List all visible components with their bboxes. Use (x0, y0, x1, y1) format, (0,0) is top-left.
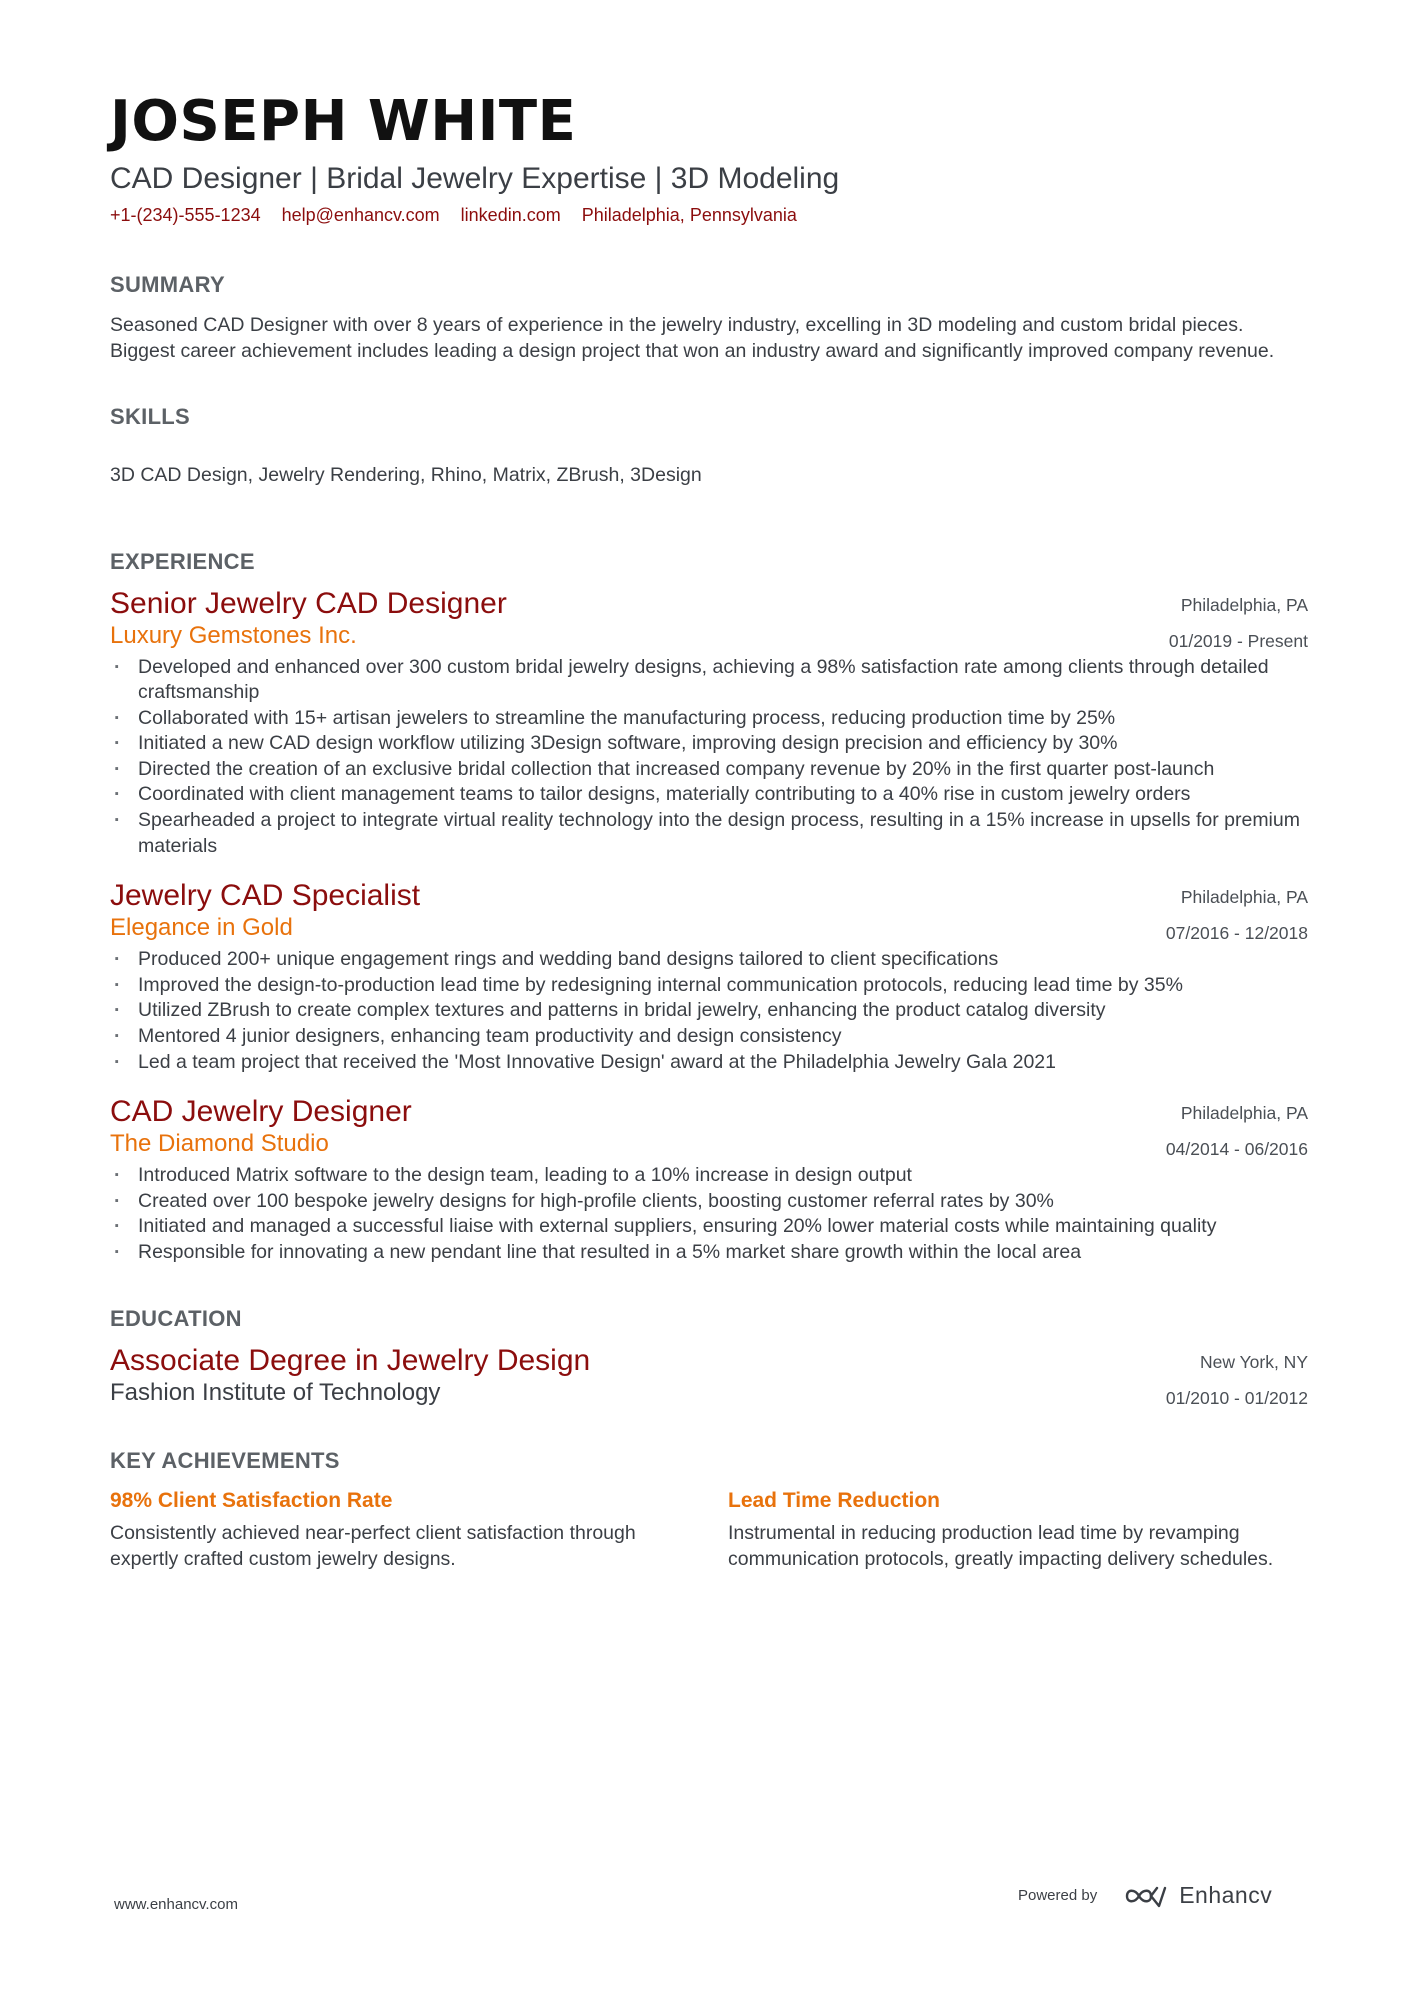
job-bullet: · Initiated and managed a successful liaise with external suppliers, ensuring 20% lower material costs while maintaining quality (110, 1214, 1308, 1240)
section-title-skills: SKILLS (110, 403, 191, 429)
achievements-grid (110, 1486, 1308, 1572)
job-location: Philadelphia, PA (1180, 887, 1308, 908)
job-dates: 04/2014 - 06/2016 (1165, 1139, 1308, 1160)
section-title-education: EDUCATION (110, 1305, 242, 1331)
job-bullet: · Led a team project that received the 'Most Innovative Design' award at the Philadelphia Jewelry Gala 2021 (110, 1050, 1308, 1076)
footer-branding (1018, 1882, 1272, 1909)
contact-linkedin[interactable]: linkedin.com (460, 204, 561, 225)
achievement-desc: Consistently achieved near-perfect client satisfaction through expertly crafted custom jewelry designs. (110, 1521, 636, 1570)
experience-section (110, 549, 1308, 1266)
brand-name: Enhancv (1179, 1882, 1273, 1908)
job-bullet: · Responsible for innovating a new pendant line that resulted in a 5% market share growth within the local area (110, 1240, 1308, 1266)
job-entry (110, 1095, 1308, 1265)
job-meta (1166, 1095, 1308, 1167)
job-bullet: · Introduced Matrix software to the design team, leading to a 10% increase in design output (110, 1163, 1308, 1189)
section-title-summary: SUMMARY (110, 271, 225, 297)
achievement-title: Lead Time Reduction (728, 1488, 940, 1512)
section-title-achievements: KEY ACHIEVEMENTS (110, 1447, 340, 1473)
job-bullets (110, 1163, 1308, 1265)
job-dates: 07/2016 - 12/2018 (1165, 923, 1308, 944)
job-dates: 01/2019 - Present (1168, 630, 1308, 651)
job-entry (110, 879, 1308, 1075)
job-location: Philadelphia, PA (1180, 1103, 1308, 1124)
contact-location: Philadelphia, Pennsylvania (581, 204, 797, 225)
job-title: CAD Jewelry Designer (110, 1095, 412, 1129)
contact-email[interactable]: help@enhancv.com (281, 204, 440, 225)
job-bullet: · Produced 200+ unique engagement rings and wedding band designs tailored to client specifications (110, 947, 1308, 973)
resume-header (110, 89, 1308, 226)
job-title: Senior Jewelry CAD Designer (110, 586, 507, 620)
job-entry (110, 587, 1308, 860)
skills-text: 3D CAD Design, Jewelry Rendering, Rhino, Matrix, ZBrush, 3Design (110, 463, 702, 486)
achievement-item (728, 1486, 1308, 1572)
job-company: Luxury Gemstones Inc. (110, 621, 357, 649)
summary-section (110, 272, 1308, 364)
education-section (110, 1306, 1308, 1408)
candidate-name: JOSEPH WHITE (110, 89, 577, 154)
job-bullet: · Directed the creation of an exclusive bridal collection that increased company revenue by 20% in the first quarter post-launch (110, 757, 1308, 783)
job-bullet: · Initiated a new CAD design workflow utilizing 3Design software, improving design precision and efficiency by 30% (110, 731, 1308, 757)
achievement-item (110, 1486, 660, 1572)
job-bullet: · Developed and enhanced over 300 custom bridal jewelry designs, achieving a 98% satisfaction rate among clients through detailed craftsmanship (110, 655, 1308, 706)
job-bullet: · Collaborated with 15+ artisan jewelers to streamline the manufacturing process, reducing production time by 25% (110, 706, 1308, 732)
powered-by-label: Powered by (1018, 1887, 1098, 1904)
education-location: New York, NY (1200, 1351, 1308, 1372)
job-title: Jewelry CAD Specialist (110, 879, 421, 913)
job-meta (1166, 879, 1308, 951)
job-bullet: · Improved the design-to-production lead time by redesigning internal communication protocols, reducing lead time by 35% (110, 973, 1308, 999)
job-location: Philadelphia, PA (1180, 594, 1308, 615)
education-entry (110, 1344, 1308, 1408)
job-bullet: · Utilized ZBrush to create complex textures and patterns in bridal jewelry, enhancing the product catalog diversity (110, 998, 1308, 1024)
job-bullets (110, 655, 1308, 860)
skills-section (110, 404, 1308, 487)
footer-website[interactable]: www.enhancv.com (114, 1896, 238, 1913)
contact-phone[interactable]: +1-(234)-555-1234 (110, 204, 261, 225)
achievements-section (110, 1448, 1308, 1572)
summary-text: Seasoned CAD Designer with over 8 years of experience in the jewelry industry, excelling in 3D modeling and custom bridal pieces. Biggest career achievement includes leading a design project that won an industry award and significantly improved company revenue. (110, 313, 1275, 362)
job-bullet: · Created over 100 bespoke jewelry designs for high-profile clients, boosting customer referral rates by 30% (110, 1189, 1308, 1215)
job-bullet: · Coordinated with client management teams to tailor designs, materially contributing to a 40% rise in custom jewelry orders (110, 782, 1308, 808)
enhancv-logo-icon (1123, 1884, 1169, 1908)
resume-page (110, 89, 1308, 1572)
education-meta (1166, 1344, 1308, 1416)
achievement-desc: Instrumental in reducing production lead time by revamping communication protocols, greatly impacting delivery schedules. (728, 1521, 1274, 1570)
job-company: Elegance in Gold (110, 914, 293, 942)
job-bullets (110, 947, 1308, 1075)
candidate-headline: CAD Designer | Bridal Jewelry Expertise | 3D Modeling (110, 162, 840, 195)
section-title-experience: EXPERIENCE (110, 548, 255, 574)
education-dates: 01/2010 - 01/2012 (1165, 1387, 1308, 1408)
job-company: The Diamond Studio (110, 1130, 329, 1158)
school-name: Fashion Institute of Technology (110, 1378, 441, 1406)
degree-title: Associate Degree in Jewelry Design (110, 1343, 591, 1377)
achievement-title: 98% Client Satisfaction Rate (110, 1488, 393, 1512)
job-bullet: · Mentored 4 junior designers, enhancing team productivity and design consistency (110, 1024, 1308, 1050)
job-bullet: · Spearheaded a project to integrate virtual reality technology into the design process, resulting in a 15% increase in upsells for premium materials (110, 808, 1308, 859)
job-meta (1169, 587, 1308, 659)
contact-info (110, 205, 1308, 226)
